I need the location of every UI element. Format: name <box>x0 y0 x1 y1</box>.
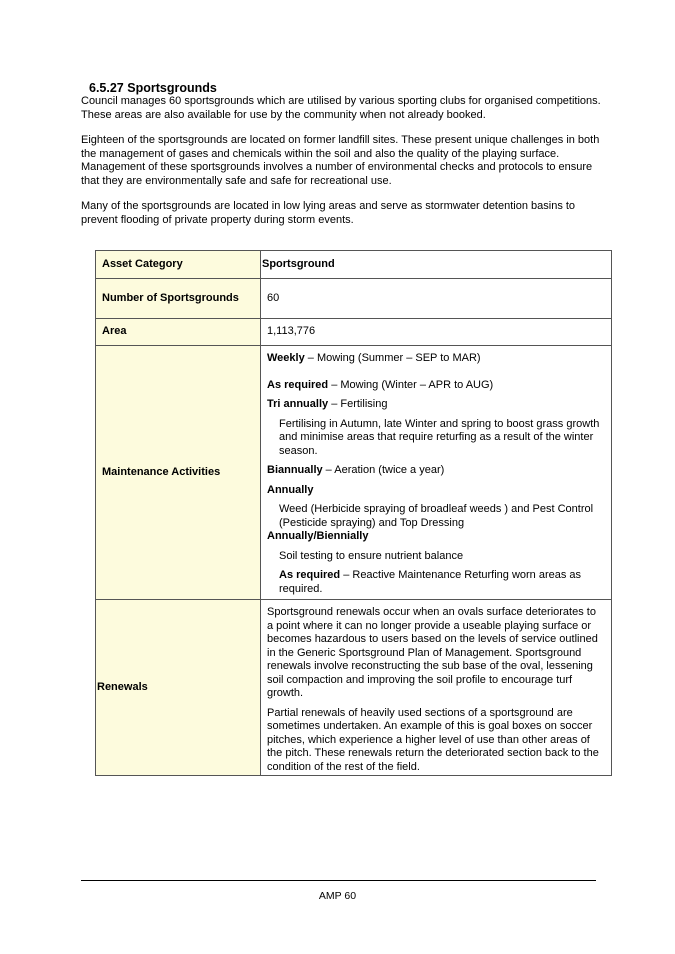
annually-biennially-detail: Soil testing to ensure nutrient balance <box>279 549 464 562</box>
table-row-area <box>96 319 612 346</box>
asset-table <box>95 250 612 776</box>
number-label: Number of Sportsgrounds <box>96 279 261 319</box>
landfill-paragraph: Eighteen of the sportsgrounds are located on former landfill sites. These present unique challenges in both the management of gases and chemicals within the soil and also the quality of the playing surface. Management of these sportsgrounds involves a number of environmental checks and protocols to ensure that they are environmentally safe and safe for recreational use. <box>81 134 600 187</box>
number-value: 60 <box>261 279 612 319</box>
table-row-renewals <box>96 600 612 776</box>
page-footer: AMP 60 <box>318 890 357 902</box>
weekly-item: Weekly – Mowing (Summer – SEP to MAR) <box>267 352 481 364</box>
footer-divider <box>81 880 596 881</box>
renewals-paragraph-1: Sportsground renewals occur when an ovals surface deteriorates to a point where it can no longer provide a useable playing surface or becomes hazardous to users based on the levels of service outlined in the Generic Sportsground Plan of Management. Sportsground renewals involve reconstructing the sub base of the oval, lessening soil compaction and improving the soil profile to encourage turf growth. <box>267 606 598 699</box>
table-row-maintenance <box>96 346 612 600</box>
asset-category-label: Asset Category <box>96 251 261 279</box>
as-required-reactive-item: As required – Reactive Maintenance Returfing worn areas as required. <box>279 569 582 595</box>
asset-category-value: Sportsground <box>261 251 612 279</box>
area-value: 1,113,776 <box>261 319 612 346</box>
intro-paragraph: Council manages 60 sportsgrounds which are utilised by various sporting clubs for organised competitions. These areas are also available for use by the community when not already booked. <box>81 95 601 121</box>
section-heading: 6.5.27 Sportsgrounds <box>89 81 217 95</box>
annually-detail: Weed (Herbicide spraying of broadleaf weeds ) and Pest Control (Pesticide spraying) and Top Dressing <box>279 503 594 529</box>
table-row-asset-category <box>96 251 612 279</box>
tri-annually-detail: Fertilising in Autumn, late Winter and spring to boost grass growth and minimise areas that require returfing as a result of the winter season. <box>279 417 600 457</box>
annually-item: Annually <box>267 483 314 496</box>
biannually-item: Biannually – Aeration (twice a year) <box>267 464 445 476</box>
maintenance-activities <box>261 346 612 600</box>
table-row-number <box>96 279 612 319</box>
renewals-label: Renewals <box>96 600 261 776</box>
maintenance-label: Maintenance Activities <box>96 346 261 600</box>
area-label: Area <box>96 319 261 346</box>
renewals-paragraph-2: Partial renewals of heavily used sections of a sportsground are sometimes undertaken. An example of this is goal boxes on soccer pitches, which experience a higher level of use than other areas of the pitch. These renewals return the deteriorated section back to the condition of the rest of the field. <box>267 706 599 773</box>
annually-biennially-item: Annually/Biennially <box>267 530 369 542</box>
renewals-text <box>261 600 612 776</box>
tri-annually-item: Tri annually – Fertilising <box>267 398 388 410</box>
as-required-item: As required – Mowing (Winter – APR to AUG) <box>267 378 494 391</box>
stormwater-paragraph: Many of the sportsgrounds are located in low lying areas and serve as stormwater detention basins to prevent flooding of private property during storm events. <box>81 200 576 226</box>
